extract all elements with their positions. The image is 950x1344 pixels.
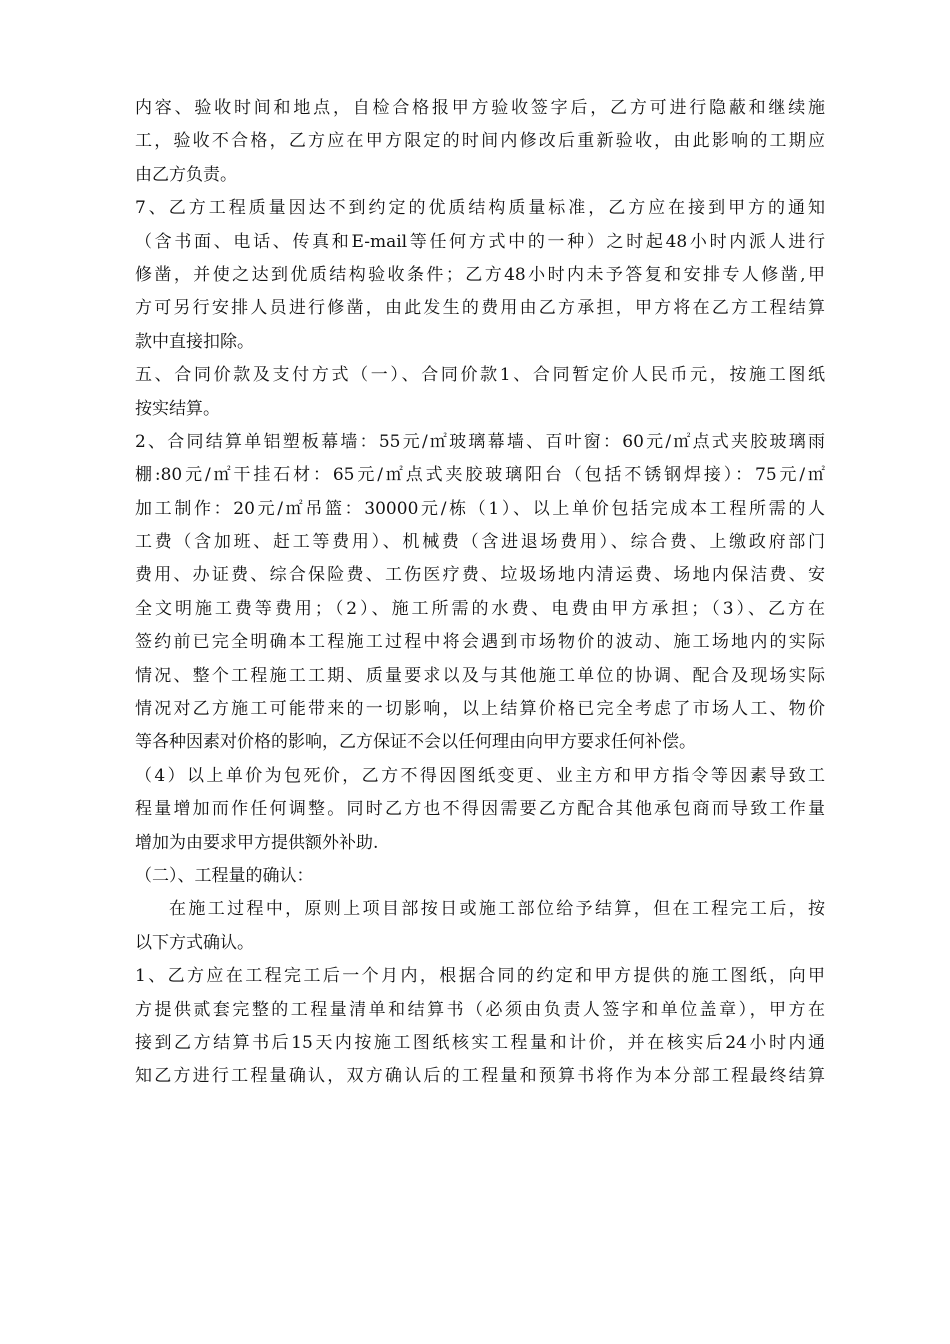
text-line: （含书面、电话、传真和E-mail等任何方式中的一种）之时起48小时内派人进行	[135, 231, 825, 252]
text-line: 1、乙方应在工程完工后一个月内，根据合同的约定和甲方提供的施工图纸，向甲	[135, 966, 825, 987]
text-line: 情况对乙方施工可能带来的一切影响，以上结算价格已完全考虑了市场人工、物价	[135, 699, 825, 720]
text-line: （二）、工程量的确认：	[135, 865, 314, 886]
text-line: 修凿，并使之达到优质结构验收条件；乙方48小时内未予答复和安排专人修凿,甲	[135, 264, 825, 285]
text-line: 款中直接扣除。	[135, 331, 254, 352]
text-line: 知乙方进行工程量确认，双方确认后的工程量和预算书将作为本分部工程最终结算	[135, 1066, 825, 1087]
text-line: 程量增加而作任何调整。同时乙方也不得因需要乙方配合其他承包商而导致工作量	[135, 799, 825, 820]
text-line: 方提供贰套完整的工程量清单和结算书（必须由负责人签字和单位盖章），甲方在	[135, 999, 825, 1020]
text-line: 工费（含加班、赶工等费用）、机械费（含进退场费用）、综合费、上缴政府部门	[135, 532, 825, 553]
text-line: 接到乙方结算书后15天内按施工图纸核实工程量和计价，并在核实后24小时内通	[135, 1032, 825, 1053]
text-line: 情况、整个工程施工工期、质量要求以及与其他施工单位的协调、配合及现场实际	[135, 665, 825, 686]
text-line: 内容、验收时间和地点，自检合格报甲方验收签字后，乙方可进行隐蔽和继续施	[135, 98, 825, 118]
text-line: 由乙方负责。	[135, 164, 237, 185]
text-line: 在施工过程中，原则上项目部按日或施工部位给予结算，但在工程完工后，按	[169, 899, 825, 920]
text-line: 方可另行安排人员进行修凿，由此发生的费用由乙方承担，甲方将在乙方工程结算	[135, 298, 825, 319]
text-line: 费用、办证费、综合保险费、工伤医疗费、垃圾场地内清运费、场地内保洁费、安	[135, 565, 825, 586]
document-body	[135, 92, 825, 1094]
text-line: 以下方式确认。	[135, 932, 254, 953]
text-line: 棚:80元/㎡干挂石材：65元/㎡点式夹胶玻璃阳台（包括不锈钢焊接）：75元/㎡	[135, 465, 825, 486]
text-line: （4）以上单价为包死价，乙方不得因图纸变更、业主方和甲方指令等因素导致工	[135, 765, 825, 786]
text-line: 工，验收不合格，乙方应在甲方限定的时间内修改后重新验收，由此影响的工期应	[135, 131, 825, 152]
text-line: 等各种因素对价格的影响，乙方保证不会以任何理由向甲方要求任何补偿。	[135, 732, 696, 753]
text-line: 加工制作：20元/㎡吊篮：30000元/栋（1）、以上单价包括完成本工程所需的人	[135, 498, 825, 519]
text-line: 五、合同价款及支付方式（一）、合同价款1、合同暂定价人民币元，按施工图纸	[135, 365, 825, 386]
text-line: 签约前已完全明确本工程施工过程中将会遇到市场物价的波动、施工场地内的实际	[135, 632, 825, 653]
text-line: 增加为由要求甲方提供额外补助.	[135, 832, 379, 853]
text-line: 按实结算。	[135, 398, 220, 419]
text-line: 7、乙方工程质量因达不到约定的优质结构质量标准，乙方应在接到甲方的通知	[135, 198, 825, 219]
text-line: 全文明施工费等费用；（2）、施工所需的水费、电费由甲方承担；（3）、乙方在	[135, 598, 825, 619]
text-line: 2、合同结算单铝塑板幕墙：55元/㎡玻璃幕墙、百叶窗：60元/㎡点式夹胶玻璃雨	[135, 431, 825, 452]
